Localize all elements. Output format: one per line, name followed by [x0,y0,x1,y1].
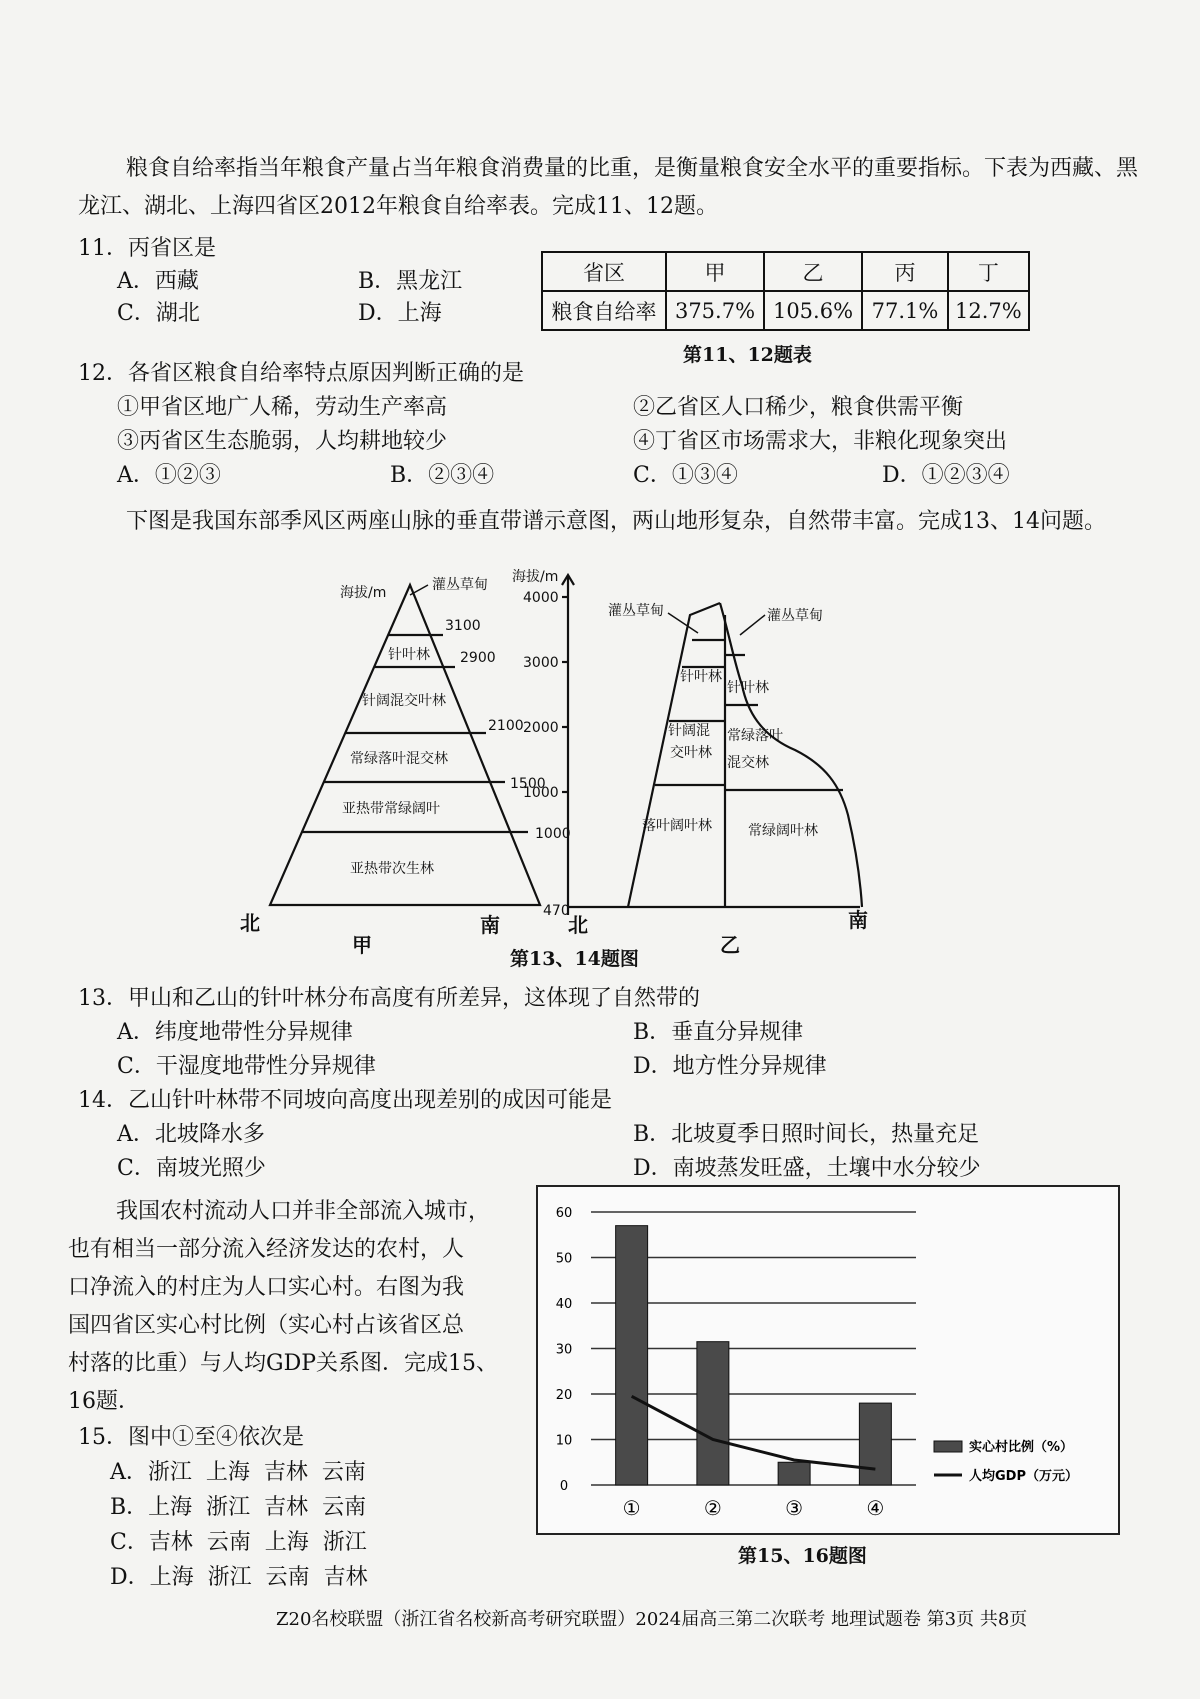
y-tick-label: 60 [555,1206,573,1221]
jia-zone-label: 亚热带常绿阔叶 [342,801,440,817]
q12-statement-4: ④丁省区市场需求大，非粮化现象突出 [633,429,1008,454]
q12-option-b[interactable]: B．②③④ [390,463,495,488]
y-tick-label: 50 [555,1251,573,1267]
jia-elev-label: 1500 [510,776,546,792]
yi-north-zone-label: 针叶林 [680,669,722,685]
q13-option-c[interactable]: C．干湿度地带性分异规律 [117,1054,376,1079]
q12-statement-2: ②乙省区人口稀少，粮食供需平衡 [633,395,964,420]
table-cell: 375.7% [666,291,764,330]
q14-option-d[interactable]: D．南坡蒸发旺盛，土壤中水分较少 [633,1156,981,1181]
y-tick-label: 30 [555,1342,573,1358]
q12-statement-3: ③丙省区生态脆弱，人均耕地较少 [117,429,448,454]
q13-option-b[interactable]: B．垂直分异规律 [633,1020,804,1045]
y-tick-label: 40 [555,1297,573,1312]
table-cell: 12.7% [948,291,1029,330]
question-12-stem: 12．各省区粮食自给率特点原因判断正确的是 [78,361,524,386]
yi-north-zone-label: 针阔混 [668,723,710,739]
bar [778,1462,810,1485]
q13-option-d[interactable]: D．地方性分异规律 [633,1054,827,1079]
y-tick-label: 10 [555,1433,573,1449]
intro-paragraph-3-line: 也有相当一部分流入经济发达的农村，人 [68,1237,465,1262]
jia-elev-label: 470 [543,903,570,919]
vertical-zonation-diagram [240,569,950,960]
question-15-stem: 15．图中①至④依次是 [78,1425,304,1450]
yi-north-zone-label: 交叶林 [670,745,712,761]
jia-north-label: 北 [240,911,260,935]
x-tick-label: ③ [785,1496,804,1520]
yi-south-zone-label: 常绿落叶 [727,728,783,744]
question-13-stem: 13．甲山和乙山的针叶林分布高度有所差异，这体现了自然带的 [78,986,700,1011]
yi-tick-label: 1000 [523,785,559,801]
yi-south-label: 南 [848,908,868,932]
q12-option-d[interactable]: D．①②③④ [882,463,1010,488]
x-tick-label: ④ [866,1496,885,1520]
jia-elev-label: 2900 [460,650,496,666]
question-14-stem: 14．乙山针叶林带不同坡向高度出现差别的成因可能是 [78,1088,612,1113]
question-11-stem: 11．丙省区是 [78,236,216,261]
q15-option-b[interactable]: B．上海 浙江 吉林 云南 [110,1495,367,1520]
yi-tick-label: 2000 [523,720,559,736]
solid-village-gdp-chart [536,1185,1120,1535]
table-header-cell: 省区 [542,252,666,291]
table-header-row [542,252,1029,291]
bar [697,1342,729,1485]
q11-option-c[interactable]: C．湖北 [117,301,200,326]
y-tick-label: 0 [559,1479,569,1494]
table-cell: 77.1% [862,291,948,330]
intro-paragraph-3-line: 国四省区实心村比例（实心村占该省区总 [68,1313,465,1338]
table-row [542,291,1029,330]
figure-13-14-caption: 第13、14题图 [510,948,639,970]
yi-north-label: 北 [568,913,588,937]
yi-south-zone-label: 混交林 [727,755,769,771]
table-cell: 105.6% [764,291,862,330]
intro-paragraph-1: 粮食自给率指当年粮食产量占当年粮食消费量的比重，是衡量粮食安全水平的重要指标。下表为西藏、黑龙江、湖北、上海四省区2012年粮食自给率表。完成11、12题。 [78,156,1139,219]
page-footer: Z20名校联盟（浙江省名校新高考研究联盟）2024届高三第二次联考 地理试题卷 第3页 共8页 [276,1609,1028,1630]
legend-swatch-bar [934,1441,962,1452]
q14-option-a[interactable]: A．北坡降水多 [117,1122,265,1147]
yi-south-zone-label: 灌丛草甸 [767,608,823,624]
bar [616,1226,648,1485]
jia-elev-label: 1000 [535,826,571,842]
q15-option-d[interactable]: D．上海 浙江 云南 吉林 [110,1565,368,1590]
intro-paragraph-3-line: 口净流入的村庄为人口实心村。右图为我 [68,1275,465,1300]
figure-15-16-caption: 第15、16题图 [738,1545,867,1567]
q13-option-a[interactable]: A．纬度地带性分异规律 [117,1020,353,1045]
q12-option-a[interactable]: A．①②③ [117,463,221,488]
table-header-cell: 丙 [862,252,948,291]
yi-south-zone-label: 常绿阔叶林 [748,823,818,839]
jia-zone-label: 亚热带次生林 [350,861,434,877]
q14-option-c[interactable]: C．南坡光照少 [117,1156,266,1181]
x-tick-label: ② [703,1496,722,1520]
jia-axis-label: 海拔/m [340,585,387,601]
jia-zone-label: 针阔混交叶林 [362,693,446,709]
q11-option-a[interactable]: A．西藏 [117,269,199,294]
q15-option-a[interactable]: A．浙江 上海 吉林 云南 [110,1460,366,1485]
jia-zone-label: 常绿落叶混交林 [350,751,448,767]
intro-paragraph-3-line: 我国农村流动人口并非全部流入城市， [116,1199,491,1224]
yi-tick-label: 3000 [523,655,559,671]
intro-paragraph-3-line: 村落的比重）与人均GDP关系图．完成15、 [68,1351,499,1376]
table-row-label: 粮食自给率 [542,291,666,330]
mountain-yi-diagram [562,575,862,915]
yi-north-zone-label: 灌丛草甸 [608,603,664,619]
q15-option-c[interactable]: C．吉林 云南 上海 浙江 [110,1530,367,1555]
yi-mountain-name: 乙 [720,933,740,957]
q11-option-d[interactable]: D．上海 [358,301,442,326]
jia-elev-label: 3100 [445,618,481,634]
q12-option-c[interactable]: C．①③④ [633,463,738,488]
jia-mountain-name: 甲 [352,933,372,957]
q11-option-b[interactable]: B．黑龙江 [358,269,463,294]
legend-label: 人均GDP（万元） [969,1469,1078,1484]
yi-south-zone-label: 针叶林 [727,680,769,696]
mountain-jia-diagram [270,585,540,905]
jia-elev-label: 2100 [488,718,524,734]
yi-north-zone-label: 落叶阔叶林 [642,818,712,834]
intro-paragraph-3-line: 16题． [68,1389,140,1414]
grain-self-sufficiency-table [541,251,1030,331]
table-header-cell: 丁 [948,252,1029,291]
legend-label: 实心村比例（%） [969,1440,1074,1455]
jia-zone-label: 针叶林 [388,647,430,663]
bar [859,1403,891,1485]
jia-zone-top: 灌丛草甸 [432,577,488,593]
table-header-cell: 甲 [666,252,764,291]
y-tick-label: 20 [555,1388,573,1403]
yi-axis-label: 海拔/m [512,569,559,585]
x-tick-label: ① [622,1496,641,1520]
q14-option-b[interactable]: B．北坡夏季日照时间长，热量充足 [633,1122,980,1147]
table-caption: 第11、12题表 [683,344,812,366]
q12-statement-1: ①甲省区地广人稀，劳动生产率高 [117,395,448,420]
table-header-cell: 乙 [764,252,862,291]
intro-paragraph-2: 下图是我国东部季风区两座山脉的垂直带谱示意图，两山地形复杂，自然带丰富。完成13、14问题。 [126,509,1106,534]
jia-south-label: 南 [480,913,500,937]
yi-tick-label: 4000 [523,590,559,606]
